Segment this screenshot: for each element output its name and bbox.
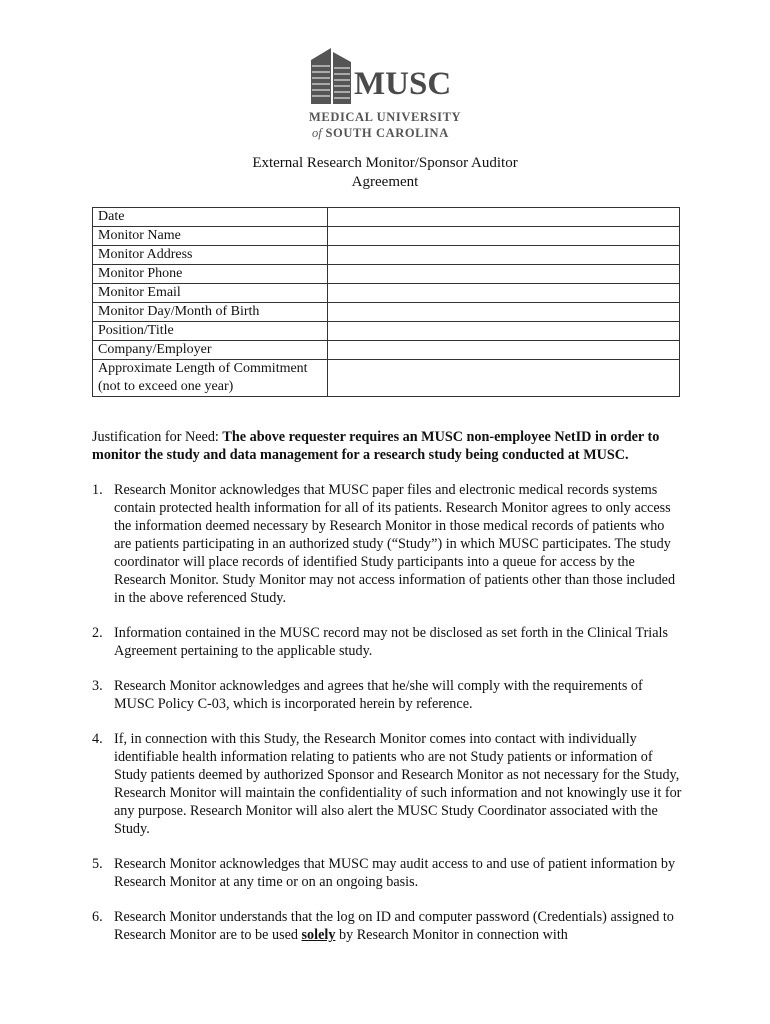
- row-value[interactable]: [328, 208, 680, 227]
- row-label: Monitor Name: [93, 227, 328, 246]
- emphasis-solely: solely: [301, 927, 336, 943]
- row-value[interactable]: [328, 341, 680, 360]
- document-title: [0, 154, 770, 192]
- list-item: 6. Research Monitor understands that the log on ID and computer password (Credentials) assigned to Research Monitor are to be used solely by Research Monitor in connection with: [92, 909, 674, 943]
- agreement-terms-list: [92, 481, 682, 944]
- row-label: Monitor Day/Month of Birth: [93, 303, 328, 322]
- row-label: Monitor Phone: [93, 265, 328, 284]
- row-value[interactable]: [328, 227, 680, 246]
- title-line-2: Agreement: [351, 174, 419, 190]
- table-row: [93, 303, 680, 322]
- table-row: [93, 246, 680, 265]
- table-row: [93, 322, 680, 341]
- row-value[interactable]: [328, 303, 680, 322]
- musc-logo: [309, 44, 462, 140]
- table-row: [93, 360, 680, 397]
- list-item: 5. Research Monitor acknowledges that MUSC may audit access to and use of patient information by Research Monitor at any time or on an ongoing basis.: [92, 856, 676, 890]
- title-line-1: External Research Monitor/Sponsor Auditor: [252, 155, 518, 171]
- table-row: [93, 227, 680, 246]
- row-value[interactable]: [328, 265, 680, 284]
- table-row: [93, 208, 680, 227]
- list-item: 2. Information contained in the MUSC record may not be disclosed as set forth in the Clinical Trials Agreement pertaining to the applicable study.: [92, 625, 669, 659]
- row-label: Company/Employer: [93, 341, 328, 360]
- justification-statement: The above requester requires an MUSC non-employee NetID in order to monitor the study and data management for a research study being conducted at MUSC.: [92, 429, 660, 463]
- row-value[interactable]: [328, 360, 680, 397]
- monitor-info-table: [92, 207, 680, 397]
- table-row: [93, 265, 680, 284]
- list-item: 1. Research Monitor acknowledges that MUSC paper files and electronic medical records systems contain protected health information for all of its patients. Research Monitor agrees to only access the information deemed necessary by Research Monitor in those medical records of patients who are patients participating in an authorized study (“Study”) in which MUSC participates. The study coordinator will place records of identified Study participants into a queue for access by the Research Monitor. Study Monitor may not access information of patients other than those included in the above referenced Study.: [92, 482, 676, 606]
- row-label: Monitor Email: [93, 284, 328, 303]
- row-label: Date: [93, 208, 328, 227]
- table-row: [93, 284, 680, 303]
- agreement-body: [92, 428, 682, 961]
- list-item: 4. If, in connection with this Study, the Research Monitor comes into contact with individually identifiable health information relating to patients who are not Study patients or information of Study patients deemed by authorized Sponsor and Research Monitor as not necessary for the Study, Research Monitor will maintain the confidentiality of such information and not knowingly use it for any purpose. Research Monitor will also alert the MUSC Study Coordinator associated with the Study.: [92, 731, 682, 837]
- list-item: 3. Research Monitor acknowledges and agrees that he/she will comply with the requirements of MUSC Policy C-03, which is incorporated herein by reference.: [92, 678, 643, 712]
- row-label: Monitor Address: [93, 246, 328, 265]
- building-logo-icon: [309, 46, 355, 104]
- logo-wordmark: MUSC: [354, 66, 452, 102]
- table-row: [93, 341, 680, 360]
- row-value[interactable]: [328, 284, 680, 303]
- justification-paragraph: Justification for Need: The above requester requires an MUSC non-employee NetID in order to monitor the study and data management for a research study being conducted at MUSC.: [92, 429, 660, 463]
- logo-university-line: MEDICAL UNIVERSITY: [309, 110, 462, 124]
- logo-state-line: of SOUTH CAROLINA: [312, 126, 449, 140]
- row-label: Approximate Length of Commitment (not to exceed one year): [93, 360, 328, 397]
- row-value[interactable]: [328, 246, 680, 265]
- row-value[interactable]: [328, 322, 680, 341]
- row-label: Position/Title: [93, 322, 328, 341]
